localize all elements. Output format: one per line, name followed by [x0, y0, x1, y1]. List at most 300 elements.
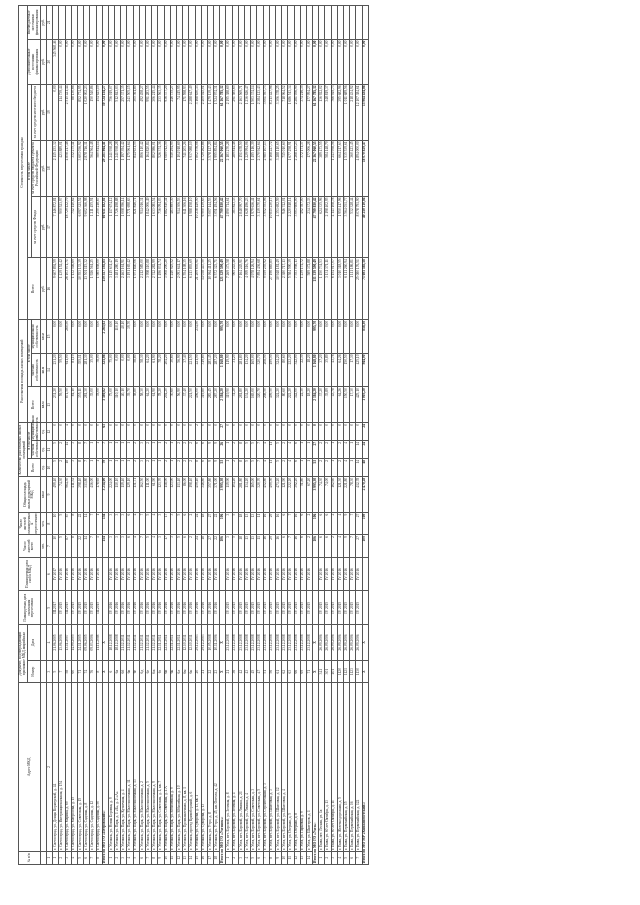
table-cell-11: 1 — [170, 441, 176, 459]
table-cell-15: 0,00 — [282, 320, 288, 354]
total-cell: 47 799 830,42 — [313, 196, 319, 258]
table-cell-6: IV 2016 — [65, 557, 71, 591]
table-cell-16: 1 554 108,35 — [183, 258, 189, 320]
table-cell-2: г. Ухтинск, ул. Парк, ул. Малочисленная, д. 9 — [152, 683, 158, 851]
table-cell-14: 37,40 — [183, 353, 189, 387]
table-cell-11: 4 — [344, 441, 350, 459]
table-cell-7: 5 — [232, 535, 238, 557]
total-cell: 27 — [220, 423, 226, 441]
table-cell-17: 18 729 432,79 — [65, 196, 71, 258]
table-cell-2: г. Ухта, пгт. Боровой, ул. Строительная, д. 3 — [263, 683, 269, 851]
units-row: чел. чел. кв.м ед. ед. ед. кв.м кв.м кв.м руб. руб. руб. руб. руб. руб. — [40, 6, 46, 865]
table-cell-5: IV 2015 — [71, 591, 77, 625]
table-cell-16: 26 103 071,71 — [65, 258, 71, 320]
total-cell: 53 — [313, 459, 319, 477]
table-cell-11: 2 — [232, 441, 238, 459]
table-cell-19: 177 994,27 — [306, 84, 312, 140]
table-cell-16: 7 269 373,58 — [226, 258, 232, 320]
table-cell-2: г. Ухта, пгт. Боровой, ул. Ленина, д. 4 — [245, 683, 251, 851]
table-cell-1: 2 — [325, 851, 331, 864]
table-cell-17: 1 842 006,49 — [146, 196, 152, 258]
table-cell-6: IV 2016 — [189, 557, 195, 591]
table-cell-18: 4 894 000,00 — [356, 140, 362, 196]
table-cell-13: 18,20 — [306, 387, 312, 423]
table-cell-13: 221,50 — [189, 387, 195, 423]
table-cell-11: 5 — [245, 441, 251, 459]
table-cell-19: 136 922,02 — [319, 84, 325, 140]
table-cell-15: 0,00 — [275, 320, 281, 354]
column-index-cell: 5 — [47, 591, 53, 625]
table-cell-18: 8 168 227,72 — [269, 140, 275, 196]
table-cell-11: 6 — [195, 441, 201, 459]
table-cell-8: 3 — [158, 512, 164, 534]
table-cell-10: 1 — [170, 459, 176, 477]
total-cell: 944,90 — [362, 353, 368, 387]
table-cell-9: 119,40 — [121, 477, 127, 513]
table-cell-17: 8 078 791,90 — [356, 196, 362, 258]
table-cell-6: IV 2016 — [176, 557, 182, 591]
total-cell: 63 — [102, 423, 108, 441]
table-cell-13: 324,20 — [275, 387, 281, 423]
table-cell-16: 1 239 174,72 — [300, 258, 306, 320]
table-cell-15: 0,00 — [139, 320, 145, 354]
table-cell-6: IV 2016 — [146, 557, 152, 591]
table-cell-10: 8 — [195, 459, 201, 477]
table-cell-4: 26.09.2006 — [356, 625, 362, 661]
total-cell: 3 995,30 — [220, 477, 226, 513]
table-cell-1: 1 — [226, 851, 232, 864]
table-cell-7: 24 — [195, 535, 201, 557]
table-cell-7: 22 — [77, 535, 83, 557]
table-cell-7: 3 — [158, 535, 164, 557]
table-cell-4: 22.11.2011 — [164, 625, 170, 661]
table-cell-18: 1 175 961,64 — [127, 140, 133, 196]
table-cell-5: IV 2015 — [77, 591, 83, 625]
table-cell-20: 0,00 — [183, 39, 189, 84]
total-cell: 2 184,20 — [220, 387, 226, 423]
table-cell-11: 1 — [96, 441, 102, 459]
table-cell-20: 0,00 — [164, 39, 170, 84]
table-cell-8: 5 — [176, 512, 182, 534]
table-cell-2: г. Ухта, пгт. Боровой, ул. Ленина, д. 21 — [238, 683, 244, 851]
total-cell: X — [362, 625, 368, 661]
table-cell-6: IV 2016 — [96, 557, 102, 591]
table-cell-6: IV 2016 — [257, 557, 263, 591]
table-cell-19: 306 215,44 — [152, 84, 158, 140]
table-cell-13: 281,80 — [238, 387, 244, 423]
table-cell-18: 715 010,60 — [282, 140, 288, 196]
table-cell-19: 2 195 388,69 — [226, 84, 232, 140]
table-cell-9: 51,80 — [300, 477, 306, 513]
table-cell-16: 10 948 181,49 — [275, 258, 281, 320]
total-cell: 109 — [362, 535, 368, 557]
table-cell-18: 580 814,14 — [96, 140, 102, 196]
table-cell-2: г. Ухтинск, ул. Новая Боровка, д. 9 — [108, 683, 114, 851]
table-cell-2: г. Светлоград, ул. Матросова, д. 15 — [71, 683, 77, 851]
table-cell-7: 6 — [183, 535, 189, 557]
table-cell-10: 2 — [176, 459, 182, 477]
table-cell-1: 7 — [263, 851, 269, 864]
table-cell-5: IV 2015 — [288, 591, 294, 625]
table-cell-4: 23.12.2008 — [300, 625, 306, 661]
table-cell-18: 423 889,01 — [59, 140, 65, 196]
table-cell-8: 13 — [245, 512, 251, 534]
table-cell-17: 1 726 498,88 — [115, 196, 121, 258]
table-cell-2: г. Ухтинск, ул. Парк, ул. Кузнечная, д. 4 — [121, 683, 127, 851]
table-cell-19: 3 306 378,25 — [275, 84, 281, 140]
table-cell-9: 118,90 — [164, 477, 170, 513]
table-cell-2: г. Светлоград, ул. Интернациональная, д. 154 — [59, 683, 65, 851]
table-cell-4: 26.09.2006 — [319, 625, 325, 661]
table-cell-11: 1 — [331, 441, 337, 459]
table-cell-17: 914 306,53 — [176, 196, 182, 258]
col-header-rooms-in-that: в том числе — [27, 423, 32, 459]
table-cell-20: 0,00 — [331, 39, 337, 84]
table-cell-15: 0,00 — [319, 320, 325, 354]
table-cell-2: г. Светлоград, ул. Донцы Кормерской, д. 44 — [53, 683, 59, 851]
total-cell: 106 — [220, 535, 226, 557]
table-cell-13: 75,00 — [108, 387, 114, 423]
table-cell-12: 0 — [288, 423, 294, 441]
table-cell-7: 17 — [164, 535, 170, 557]
table-cell-1: 5 — [77, 851, 83, 864]
total-cell: 2 265,02 — [102, 320, 108, 354]
table-cell-5: IV 2016 — [108, 591, 114, 625]
table-cell-20: 0,00 — [65, 39, 71, 84]
table-cell-11: 1 — [158, 441, 164, 459]
table-cell-3: 76 — [90, 660, 96, 682]
total-cell: 119 557 192,85 — [102, 258, 108, 320]
table-cell-2: г. Ухтинск, ул. Парк, ул. Юбилейная, д. 10 — [176, 683, 182, 851]
column-index-cell: 17 — [47, 196, 53, 258]
total-cell: 61 167 785,32 — [313, 84, 319, 140]
table-cell-20: 0,00 — [170, 39, 176, 84]
table-cell-19: 2 281 056,90 — [294, 84, 300, 140]
table-cell-4: 21.12.2011 — [139, 625, 145, 661]
table-cell-11: 1 — [300, 441, 306, 459]
table-cell-13: 319,80 — [201, 387, 207, 423]
table-cell-1: 3 — [121, 851, 127, 864]
table-cell-9: 412,78 — [356, 477, 362, 513]
table-cell-20: 0,00 — [115, 39, 121, 84]
table-cell-17: 532 328,44 — [350, 196, 356, 258]
col-header-residents: Число жителей всего — [19, 535, 41, 557]
table-cell-9: 198,40 — [189, 477, 195, 513]
column-index-cell: 1 — [47, 851, 53, 864]
table-cell-14: 56,90 — [176, 353, 182, 387]
table-cell-1: 6 — [84, 851, 90, 864]
column-index-cell: 20 — [47, 39, 53, 84]
total-cell: 106 — [313, 512, 319, 534]
table-cell-16: 27 196 885,85 — [269, 258, 275, 320]
table-cell-16: 1 439 152,42 — [59, 258, 65, 320]
table-cell-3: 6л — [176, 660, 182, 682]
table-cell-14: 81,10 — [71, 353, 77, 387]
table-cell-14: 17,30 — [350, 353, 356, 387]
table-cell-19: 395 682,96 — [337, 84, 343, 140]
table-cell-16: 2 463 161,91 — [121, 258, 127, 320]
table-cell-20: 0,00 — [275, 39, 281, 84]
table-cell-9: 129,10 — [127, 477, 133, 513]
table-cell-6: IV 2016 — [306, 557, 312, 591]
table-cell-16: 1 926 561,25 — [90, 258, 96, 320]
table-cell-19: 492 458,27 — [139, 84, 145, 140]
total-cell: 0 — [313, 423, 319, 441]
table-cell-4: 24.11.2005 — [77, 625, 83, 661]
table-cell-17: 2 198 402,95 — [325, 196, 331, 258]
table-cell-8: 10 — [53, 512, 59, 534]
table-cell-9: 78,30 — [350, 477, 356, 513]
table-cell-2: г. Светлоград, ул. Садовая, д. 50 — [96, 683, 102, 851]
table-cell-17: 1 250 218,67 — [96, 196, 102, 258]
table-cell-7: 2 — [189, 535, 195, 557]
table-cell-4: 13.06.2006 — [59, 625, 65, 661]
table-cell-9: 221,80 — [344, 477, 350, 513]
table-cell-2: г. Светлоград, ул. Садовая, д. 8 — [84, 683, 90, 851]
table-cell-8: 7 — [139, 512, 145, 534]
column-index-cell: 13 — [47, 387, 53, 423]
table-cell-19: 1 524 974,31 — [214, 84, 220, 140]
table-cell-17: 1 979 636,41 — [251, 196, 257, 258]
table-cell-11: 2 — [164, 441, 170, 459]
column-index-cell: 21 — [47, 6, 53, 40]
table-cell-13: 35,89 — [325, 387, 331, 423]
table-cell-11: 1 — [127, 441, 133, 459]
table-cell-5: IV 2015 — [319, 591, 325, 625]
table-cell-17: 4 143 108,78 — [331, 196, 337, 258]
table-cell-20: 0,00 — [189, 39, 195, 84]
table-cell-11: 2 — [146, 441, 152, 459]
table-cell-1: 3 — [331, 851, 337, 864]
table-cell-14: 37,20 — [319, 353, 325, 387]
table-cell-18: 177 006,28 — [306, 140, 312, 196]
table-cell-15: 0,00 — [269, 320, 275, 354]
table-cell-15: 0,00 — [337, 320, 343, 354]
table-cell-6: IV 2016 — [232, 557, 238, 591]
table-cell-10: 5 — [245, 459, 251, 477]
table-cell-13: 39,70 — [127, 387, 133, 423]
table-cell-8: 27 — [356, 512, 362, 534]
table-cell-6: IV 2016 — [183, 557, 189, 591]
table-cell-15: 0,00 — [238, 320, 244, 354]
table-cell-3: 1130 — [356, 660, 362, 682]
table-cell-14: 78,20 — [158, 353, 164, 387]
table-cell-4: 23.12.2008 — [269, 625, 275, 661]
table-cell-2: г. Ухтинск, ул. Промышленная, д. 8, кв. 1 — [183, 683, 189, 851]
table-cell-5: IV 2015 — [90, 591, 96, 625]
table-cell-16: 7 894 436,68 — [257, 258, 263, 320]
table-cell-1: 6 — [350, 851, 356, 864]
table-cell-7: 2 — [306, 535, 312, 557]
table-cell-20: 0,00 — [133, 39, 139, 84]
table-cell-15: 0,00 — [300, 320, 306, 354]
table-cell-4: 26.09.2006 — [337, 625, 343, 661]
table-cell-7: 4 — [337, 535, 343, 557]
table-cell-14: 165,00 — [251, 353, 257, 387]
table-cell-1: 4 — [127, 851, 133, 864]
table-cell-3: 6ж — [152, 660, 158, 682]
table-cell-8: 16 — [263, 512, 269, 534]
table-cell-10: 8 — [238, 459, 244, 477]
table-cell-11: 1 — [108, 441, 114, 459]
table-cell-12: 0 — [356, 423, 362, 441]
table-cell-18: 2 878 746,11 — [84, 140, 90, 196]
table-cell-4: 21.06.2005 — [53, 625, 59, 661]
table-cell-11: 2 — [282, 441, 288, 459]
table-cell-4: 10.05.2008 — [207, 625, 213, 661]
table-cell-18: 1 164 820,84 — [146, 140, 152, 196]
table-cell-5: IV 2016 — [170, 591, 176, 625]
table-cell-5: IV 2015 — [331, 591, 337, 625]
table-cell-9: 67,20 — [306, 477, 312, 513]
table-cell-12: 0 — [282, 423, 288, 441]
table-cell-7: 8 — [71, 535, 77, 557]
table-cell-6: IV 2016 — [170, 557, 176, 591]
table-cell-18: 510 294,95 — [170, 140, 176, 196]
column-index-cell: 8 — [47, 512, 53, 534]
table-cell-9: 459,40 — [195, 477, 201, 513]
table-cell-3: 61 — [275, 660, 281, 682]
table-cell-15: 0,00 — [226, 320, 232, 354]
table-cell-13: 35,00 — [90, 387, 96, 423]
table-cell-11: 11 — [269, 441, 275, 459]
table-cell-15: 260,50 — [65, 320, 71, 354]
table-cell-1: 5 — [344, 851, 350, 864]
total-cell: 121 329 590,49 — [220, 258, 226, 320]
table-cell-13: 287,20 — [214, 387, 220, 423]
table-cell-6: IV 2016 — [115, 557, 121, 591]
table-cell-3: 6а — [115, 660, 121, 682]
table-cell-5: IV 2016 — [146, 591, 152, 625]
column-index-cell: 15 — [47, 320, 53, 354]
table-cell-2: г. Ухта, пгт. Боровой, ул. Советская, д. 3 — [251, 683, 257, 851]
table-cell-6: IV 2016 — [294, 557, 300, 591]
table-cell-3: 71 — [306, 660, 312, 682]
table-cell-12: 0 — [207, 423, 213, 441]
total-cell: 3 580,82 — [102, 387, 108, 423]
table-cell-9: 281,80 — [238, 477, 244, 513]
table-cell-8: 2 — [306, 512, 312, 534]
table-cell-6: IV 2016 — [84, 557, 90, 591]
table-cell-18: 1 995 854,84 — [214, 140, 220, 196]
table-cell-12: 0 — [331, 423, 337, 441]
col-header-rooms: Количество расселяемых жилых помещений — [19, 423, 28, 477]
table-cell-13: 31,20 — [232, 387, 238, 423]
table-cell-9: 224,00 — [108, 477, 114, 513]
table-cell-19: 1 020 002,23 — [84, 84, 90, 140]
table-cell-4: 21.12.2011 — [146, 625, 152, 661]
table-cell-3: 401 — [331, 660, 337, 682]
table-cell-4: 11.11.2008 — [96, 625, 102, 661]
table-cell-10: 7 — [84, 459, 90, 477]
table-cell-17: 10 238 449,50 — [195, 196, 201, 258]
table-cell-1: 4 — [71, 851, 77, 864]
table-cell-1: 8 — [269, 851, 275, 864]
column-index-cell: 7 — [47, 535, 53, 557]
table-cell-10: 4 — [344, 459, 350, 477]
table-cell-3: 74 — [84, 660, 90, 682]
table-cell-4: 23.12.2008 — [282, 625, 288, 661]
total-cell: 30 724 154,27 — [102, 84, 108, 140]
table-cell-5: IV 2015 — [356, 591, 362, 625]
table-cell-20: 0,00 — [232, 39, 238, 84]
table-cell-18: 664 217,63 — [337, 140, 343, 196]
table-cell-10: 18 — [65, 459, 71, 477]
table-cell-1: 4 — [245, 851, 251, 864]
total-cell: 1 003,20 — [362, 387, 368, 423]
table-cell-18: 2 151 678,50 — [238, 140, 244, 196]
table-cell-1: 11 — [170, 851, 176, 864]
table-cell-9: 499,40 — [53, 477, 59, 513]
table-cell-2: г. Светлоград, ул. Советская, д. 15 — [77, 683, 83, 851]
table-cell-16: 1 971 840,06 — [133, 258, 139, 320]
table-cell-12: 0 — [77, 423, 83, 441]
table-cell-18: 360 423,45 — [350, 140, 356, 196]
table-cell-3: 6и — [164, 660, 170, 682]
table-cell-4: 13.11.2007 — [65, 625, 71, 661]
table-cell-19: 374 216,35 — [300, 84, 306, 140]
table-cell-6: IV 2016 — [127, 557, 133, 591]
table-cell-5: IV 2015 — [344, 591, 350, 625]
table-cell-19: 8 213 427,96 — [269, 84, 275, 140]
table-cell-9: 165,00 — [251, 477, 257, 513]
table-cell-18: 2 370 942,64 — [257, 140, 263, 196]
table-cell-11: 8 — [77, 441, 83, 459]
table-cell-18: 1 937 088,10 — [189, 140, 195, 196]
table-cell-12: 0 — [294, 423, 300, 441]
table-cell-20: 0,00 — [319, 39, 325, 84]
table-cell-11: 6 — [201, 441, 207, 459]
table-cell-20: 345 568,46 — [53, 39, 59, 84]
table-cell-8: 7 — [350, 512, 356, 534]
table-cell-1: 15 — [195, 851, 201, 864]
table-cell-15: 0,00 — [207, 320, 213, 354]
table-cell-10: 2 — [337, 459, 343, 477]
table-cell-13: 40,10 — [121, 387, 127, 423]
table-cell-17: 2 220 818,14 — [288, 196, 294, 258]
col-header-cost-local: за счет средств местного бюджета — [32, 84, 41, 140]
table-cell-1: 13 — [300, 851, 306, 864]
table-cell-2: г. Емва, пгт. Лесная, ул. 1а — [319, 683, 325, 851]
table-cell-19: 852 774,95 — [77, 84, 83, 140]
table-cell-20: 0,00 — [201, 39, 207, 84]
table-cell-2: г. Ухта, пгт. Боровой, ул. Шахтовая, д. 12 — [275, 683, 281, 851]
table-cell-1: 1 — [108, 851, 114, 864]
table-cell-14: 150,50 — [344, 353, 350, 387]
table-cell-2: г. Ухта, пгт. Боровой, ул. Зеленая, д. 4 — [232, 683, 238, 851]
table-cell-14: 320,70 — [257, 353, 263, 387]
table-cell-4: 18.12.2008 — [115, 625, 121, 661]
table-cell-16: 9 607 894,59 — [53, 258, 59, 320]
table-cell-7: 3 — [108, 535, 114, 557]
total-cell: X — [220, 660, 226, 682]
table-cell-18: 7 802 576,08 — [195, 140, 201, 196]
table-cell-3: 1120 — [337, 660, 343, 682]
table-cell-16: 5 584 590,39 — [288, 258, 294, 320]
total-cell: 60 651 182,81 — [102, 196, 108, 258]
table-cell-14: 222,20 — [288, 353, 294, 387]
total-cell — [362, 591, 368, 625]
table-cell-2: г. Ухта, пгт. Боровой, ул. Советская, д. 5 — [257, 683, 263, 851]
table-cell-12: 0 — [214, 423, 220, 441]
table-cell-20: 0,00 — [325, 39, 331, 84]
table-cell-18: 389 473,55 — [319, 140, 325, 196]
total-cell: 53 — [220, 459, 226, 477]
table-cell-16: 14 038 447,50 — [201, 258, 207, 320]
table-cell-10: 2 — [146, 459, 152, 477]
table-cell-6: IV 2016 — [282, 557, 288, 591]
table-cell-15: 0,00 — [189, 320, 195, 354]
